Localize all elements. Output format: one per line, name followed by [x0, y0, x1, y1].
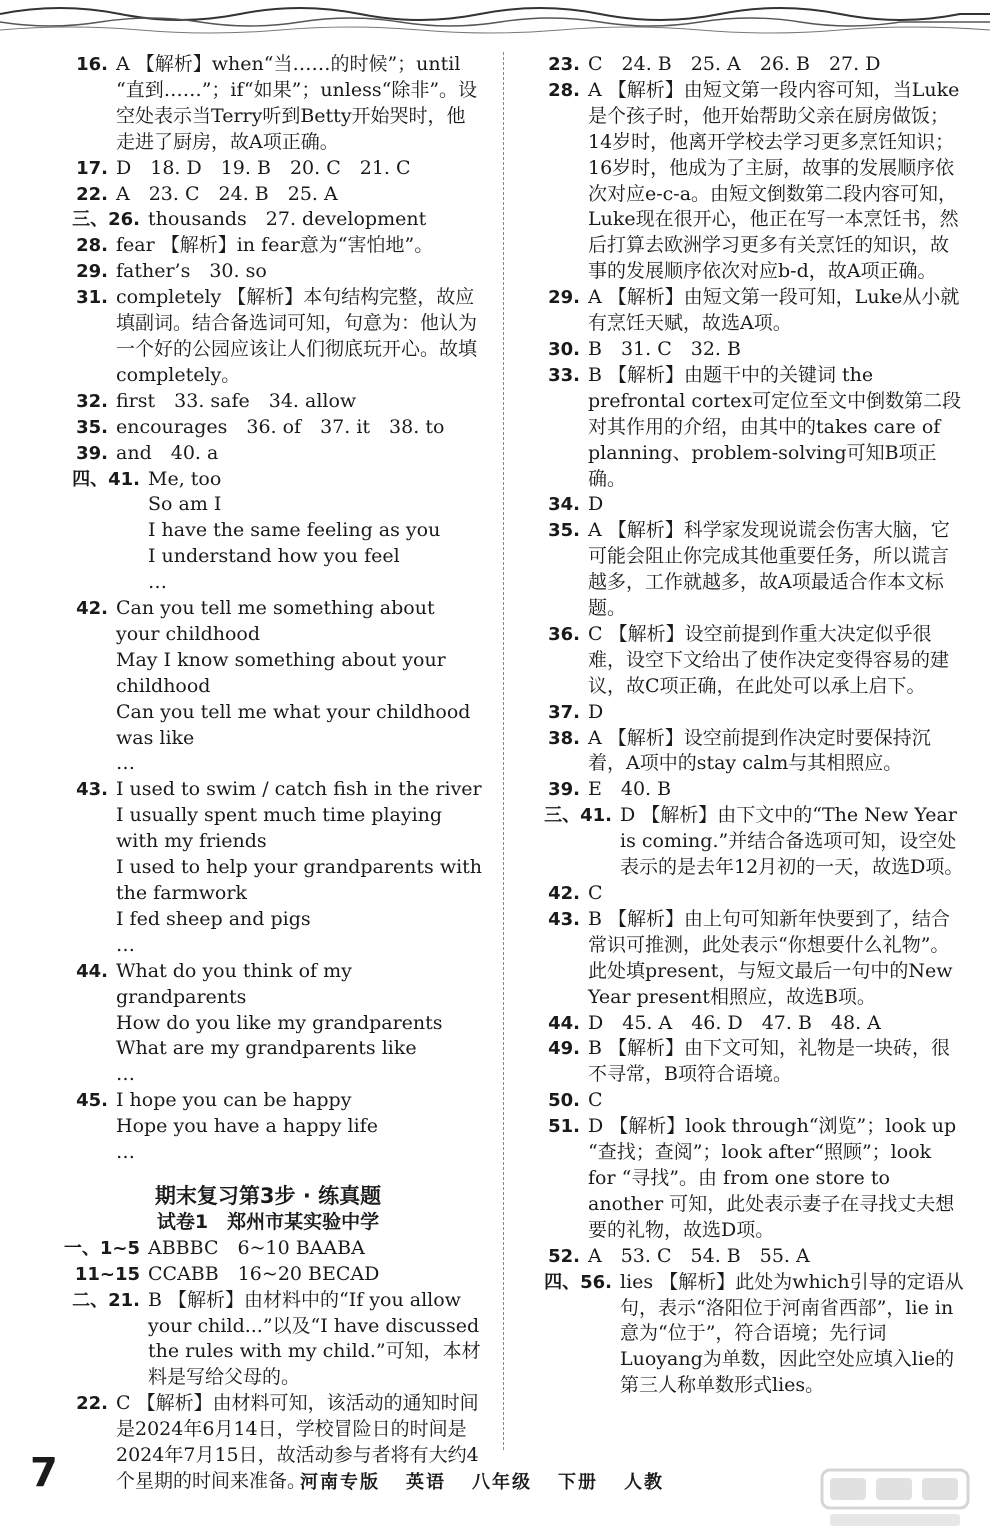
question-number: 29.	[76, 261, 108, 283]
answer-text: D 【解析】由下文中的“The New Year is coming.”并结合备选项可知，设空处表示的是去年12月初的一天，故选D项。	[620, 804, 964, 879]
answer-entry	[52, 441, 484, 467]
question-number: 37.	[548, 701, 580, 723]
question-number: 42.	[548, 883, 580, 904]
question-number: 44.	[548, 1012, 580, 1034]
answer-text: D 18. D 19. B 20. C 21. C	[116, 156, 411, 179]
question-number: 三、26.	[72, 209, 140, 231]
question-number: 32.	[76, 390, 108, 412]
answer-text: B 【解析】由上句可知新年快要到了，结合常识可推测，此处表示“你想要什么礼物”。此处填present，与短文最后一句中的New Year present相照应，故选B项。	[588, 907, 953, 1008]
answer-text: How do you like my grandparents	[116, 1011, 443, 1034]
answer-entry	[52, 259, 484, 285]
answer-text: B 31. C 32. B	[588, 337, 741, 360]
answer-text: C 【解析】设空前提到作重大决定似乎很难，设空下文给出了使作决定变得容易的建议，故C项正确，在此处可以承上启下。	[588, 622, 950, 697]
answer-entry	[52, 596, 484, 777]
answer-text: A 【解析】when“当……的时候”；until “直到……”；if“如果”；unless“除非”。设空处表示当Terry听到Betty开始哭时，他走进了厨房，故A项正确。	[116, 53, 478, 153]
answer-text: I used to swim / catch fish in the river	[116, 778, 482, 801]
answer-entry	[52, 182, 484, 208]
question-number: 42.	[76, 598, 108, 620]
left-column	[52, 52, 484, 1495]
question-number: 17.	[76, 157, 108, 179]
answer-entry	[524, 700, 964, 726]
answer-entry	[52, 207, 484, 233]
question-number: 49.	[548, 1038, 580, 1060]
question-number: 43.	[76, 779, 108, 801]
edition-item: 河南专版	[300, 1472, 380, 1493]
answer-entry	[52, 389, 484, 415]
question-number: 36.	[548, 623, 580, 645]
answer-text: Me, too	[148, 467, 222, 490]
answer-text: I understand how you feel	[148, 545, 400, 568]
answer-text: Can you tell me something about your childhood	[116, 597, 435, 645]
answer-text: C	[588, 1089, 603, 1112]
answer-entry	[524, 881, 964, 907]
answer-text: fear 【解析】in fear意为“害怕地”。	[116, 234, 434, 257]
question-number: 33.	[548, 364, 580, 386]
edition-item: 英语	[406, 1472, 446, 1493]
answer-text: I used to help your grandparents with the farmwork	[116, 856, 483, 904]
answer-text: Can you tell me what your childhood was like	[116, 700, 471, 749]
edition-item: 八年级	[472, 1472, 532, 1493]
answer-entry	[524, 78, 964, 285]
answer-text: ABBBC 6~10 BAABA	[148, 1236, 365, 1259]
answer-text: D 45. A 46. D 47. B 48. A	[588, 1011, 881, 1034]
answer-entry	[52, 415, 484, 441]
answer-text: A 【解析】设空前提到作决定时要保持沉着，A项中的stay calm与其相照应。	[588, 726, 931, 775]
question-number: 11~15	[74, 1263, 140, 1285]
question-number: 28.	[76, 235, 108, 257]
answer-entry	[52, 467, 484, 597]
question-number: 三、41.	[544, 805, 612, 827]
question-number: 16.	[76, 54, 108, 75]
answer-entry	[52, 1288, 484, 1392]
answer-text: May I know something about your childhood	[116, 648, 446, 697]
answer-text: D 【解析】look through“浏览”；look up “查找；查阅”；look after“照顾”；look for “寻找”。由 from one store to another 可知，此处表示妻子在寻找丈夫想要的礼物，故选D项。	[588, 1115, 957, 1241]
answer-text: C	[588, 882, 603, 904]
answer-text: B 【解析】由材料中的“If you allow your child...”以及“I have discussed the rules with my child.”可知，本材料是写给父母的。	[148, 1288, 481, 1389]
right-column	[524, 52, 964, 1399]
answer-entry	[524, 777, 964, 803]
answer-text: B 【解析】由题干中的关键词 the prefrontal cortex可定位至文中倒数第二段对其作用的介绍，由其中的takes care of planning、problem-solving可知B项正确。	[588, 363, 962, 490]
question-number: 35.	[548, 520, 580, 542]
answer-entry	[524, 907, 964, 1011]
answer-entry	[524, 803, 964, 881]
top-decorative-band	[0, 0, 990, 40]
question-number: 45.	[76, 1090, 108, 1112]
answer-entry	[52, 1262, 484, 1288]
answer-entry	[524, 726, 964, 778]
watermark-logo	[820, 1466, 970, 1530]
answer-entry	[524, 1270, 964, 1400]
answer-entry	[52, 285, 484, 389]
answer-text: A 【解析】由短文第一段内容可知，当Luke是个孩子时，他开始帮助父亲在厨房做饭；14岁时，他离开学校去学习更多烹饪知识；16岁时，他成为了主厨，故事的发展顺序依次对应e-c-a。由短文倒数第二段内容可知，Luke现在很开心，他正在写一本烹饪书，然后打算去欧洲学习更多有关烹饪的知识，故事的发展顺序依次对应b-d，故A项正确。	[588, 78, 960, 283]
answer-text: lies 【解析】此处为which引导的定语从句，表示“洛阳位于河南省西部”，lie in意为“位于”，符合语境；先行词Luoyang为单数，因此空处应填入lie的第三人称单数形式lies。	[620, 1270, 964, 1397]
page-number: 7	[30, 1450, 58, 1496]
question-number: 50.	[548, 1090, 580, 1112]
answer-entry	[524, 1036, 964, 1088]
question-number: 23.	[548, 54, 580, 75]
answer-text: D	[588, 493, 604, 516]
answer-entry	[524, 622, 964, 700]
question-number: 39.	[548, 779, 580, 801]
question-number: 43.	[548, 908, 580, 930]
answer-text: father’s 30. so	[116, 260, 267, 283]
answer-text: E 40. B	[588, 778, 672, 801]
answer-text: …	[116, 933, 135, 956]
answer-text: …	[148, 571, 167, 594]
question-number: 38.	[548, 727, 580, 749]
answer-text: B 【解析】由下文可知，礼物是一块砖，很不寻常，B项符合语境。	[588, 1037, 951, 1086]
answer-text: …	[116, 752, 135, 775]
answer-text: D	[588, 700, 604, 723]
question-number: 29.	[548, 287, 580, 309]
question-number: 一、1~5	[63, 1237, 140, 1259]
question-number: 二、21.	[72, 1289, 140, 1311]
answer-text: completely 【解析】本句结构完整，故应填副词。结合备选词可知，句意为：他认为一个好的公园应该让人们彻底玩开心。故填completely。	[116, 286, 478, 386]
edition-item: 下册	[558, 1472, 598, 1493]
answer-entry	[52, 156, 484, 182]
question-number: 31.	[76, 287, 108, 309]
edition-footer	[300, 1468, 690, 1494]
answer-text: A 23. C 24. B 25. A	[116, 182, 338, 205]
question-number: 39.	[76, 442, 108, 464]
answer-entry	[52, 777, 484, 958]
answer-text: What are my grandparents like	[116, 1037, 417, 1060]
answer-entry	[524, 363, 964, 493]
column-divider	[503, 52, 504, 1450]
section-subtitle: 试卷1 郑州市某实验中学	[156, 1210, 380, 1233]
answer-text: C 【解析】由材料可知，该活动的通知时间是2024年6月14日，学校冒险日的时间是2024年7月15日，故活动参与者将有大约4个星期的时间来准备。	[116, 1392, 479, 1492]
question-number: 52.	[548, 1245, 580, 1267]
answer-text: first 33. safe 34. allow	[116, 389, 357, 412]
question-number: 44.	[76, 960, 108, 982]
question-number: 22.	[76, 183, 108, 205]
answer-text: A 【解析】科学家发现说谎会伤害大脑，它可能会阻止你完成其他重要任务，所以谎言越多，工作就越多，故A项最适合作本文标题。	[588, 519, 950, 620]
question-number: 35.	[76, 416, 108, 438]
answer-text: I fed sheep and pigs	[116, 907, 311, 930]
answer-text: A 【解析】由短文第一段可知，Luke从小就有烹饪天赋，故选A项。	[588, 286, 960, 335]
question-number: 30.	[548, 338, 580, 360]
edition-item: 人教	[624, 1472, 664, 1493]
answer-entry	[52, 1088, 484, 1166]
question-number: 28.	[548, 79, 580, 101]
question-number: 四、41.	[72, 468, 140, 490]
question-number: 22.	[76, 1393, 108, 1415]
answer-entry	[524, 492, 964, 518]
answer-entry	[52, 233, 484, 259]
question-number: 四、56.	[544, 1271, 612, 1293]
answer-entry	[524, 518, 964, 622]
answer-text: A 53. C 54. B 55. A	[588, 1244, 810, 1267]
answer-entry	[524, 337, 964, 363]
answer-text: Hope you have a happy life	[116, 1115, 378, 1138]
answer-text: I usually spent much time playing with my friends	[116, 804, 443, 853]
answer-text: and 40. a	[116, 441, 219, 464]
answer-entry	[524, 1088, 964, 1114]
answer-text: thousands 27. development	[148, 208, 427, 231]
section-title: 期末复习第3步 · 练真题	[154, 1183, 382, 1208]
question-number: 34.	[548, 494, 580, 516]
answer-text: encourages 36. of 37. it 38. to	[116, 415, 445, 438]
answer-text: I hope you can be happy	[116, 1089, 352, 1112]
answer-entry	[524, 1244, 964, 1270]
answer-entry	[524, 52, 964, 78]
answer-text: I have the same feeling as you	[148, 519, 441, 542]
answer-entry	[52, 959, 484, 1089]
answer-text: C 24. B 25. A 26. B 27. D	[588, 53, 881, 75]
question-number: 51.	[548, 1116, 580, 1138]
answer-entry	[524, 1114, 964, 1244]
answer-entry	[52, 52, 484, 156]
answer-entry	[524, 285, 964, 337]
answer-entry	[524, 1011, 964, 1037]
answer-text: CCABB 16~20 BECAD	[148, 1262, 380, 1285]
answer-text: …	[116, 1063, 135, 1086]
answer-entry	[52, 1236, 484, 1262]
answer-text: What do you think of my grandparents	[116, 959, 352, 1008]
answer-text: So am I	[148, 493, 222, 516]
answer-text: …	[116, 1141, 135, 1164]
